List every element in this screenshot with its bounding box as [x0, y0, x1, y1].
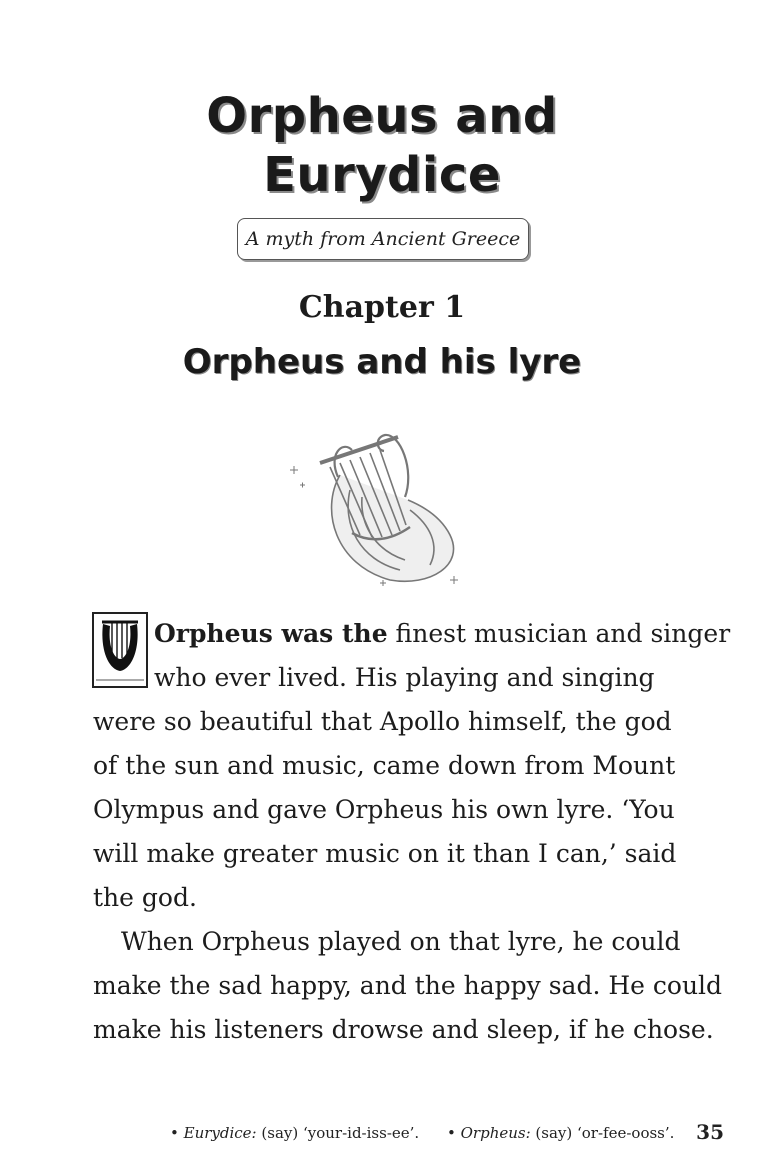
- page-number: 35: [696, 1120, 724, 1144]
- footnote-term: Orpheus:: [460, 1124, 531, 1142]
- paragraph1-line7: the god.: [93, 883, 197, 912]
- paragraph1-line2: who ever lived. His playing and singing: [154, 663, 655, 692]
- paragraph1-line3: were so beautiful that Apollo himself, the god: [93, 707, 672, 736]
- footnote-eurydice: • Eurydice: (say) ‘your-id-iss-ee’.: [170, 1124, 420, 1142]
- footnote-term: Eurydice:: [183, 1124, 257, 1142]
- paragraph-lead-in: Orpheus was the: [154, 619, 388, 648]
- page-footer: [0, 1120, 764, 1150]
- paragraph2-line3: make his listeners drowse and sleep, if he chose.: [93, 1015, 714, 1044]
- subtitle-text: A myth from Ancient Greece: [245, 228, 521, 250]
- paragraph1-line5: Olympus and gave Orpheus his own lyre. ‘You: [93, 795, 675, 824]
- footnote-pronunciation: (say) ‘your-id-iss-ee’.: [256, 1124, 420, 1142]
- lyre-icon: [92, 612, 148, 688]
- paragraph1-line4: of the sun and music, came down from Mount: [93, 751, 676, 780]
- footnote-orpheus: • Orpheus: (say) ‘or-fee-ooss’.: [447, 1124, 675, 1142]
- story-title-line-1: Orpheus and: [206, 88, 558, 144]
- paragraph1-line1-rest: finest musician and singer: [387, 619, 731, 648]
- paragraph2-line1: When Orpheus played on that lyre, he could: [121, 927, 681, 956]
- chapter-number: Chapter 1: [298, 290, 466, 325]
- chapter-title: Orpheus and his lyre: [182, 342, 582, 382]
- paragraph1-line6: will make greater music on it than I can,’ said: [93, 839, 677, 868]
- lyre-illustration: [280, 415, 480, 590]
- story-title-line-2: Eurydice: [263, 147, 501, 203]
- subtitle-banner: [237, 218, 529, 260]
- footnote-pronunciation: (say) ‘or-fee-ooss’.: [530, 1124, 675, 1142]
- paragraph1-line1: [154, 612, 730, 656]
- paragraph2-line2: make the sad happy, and the happy sad. He could: [93, 971, 723, 1000]
